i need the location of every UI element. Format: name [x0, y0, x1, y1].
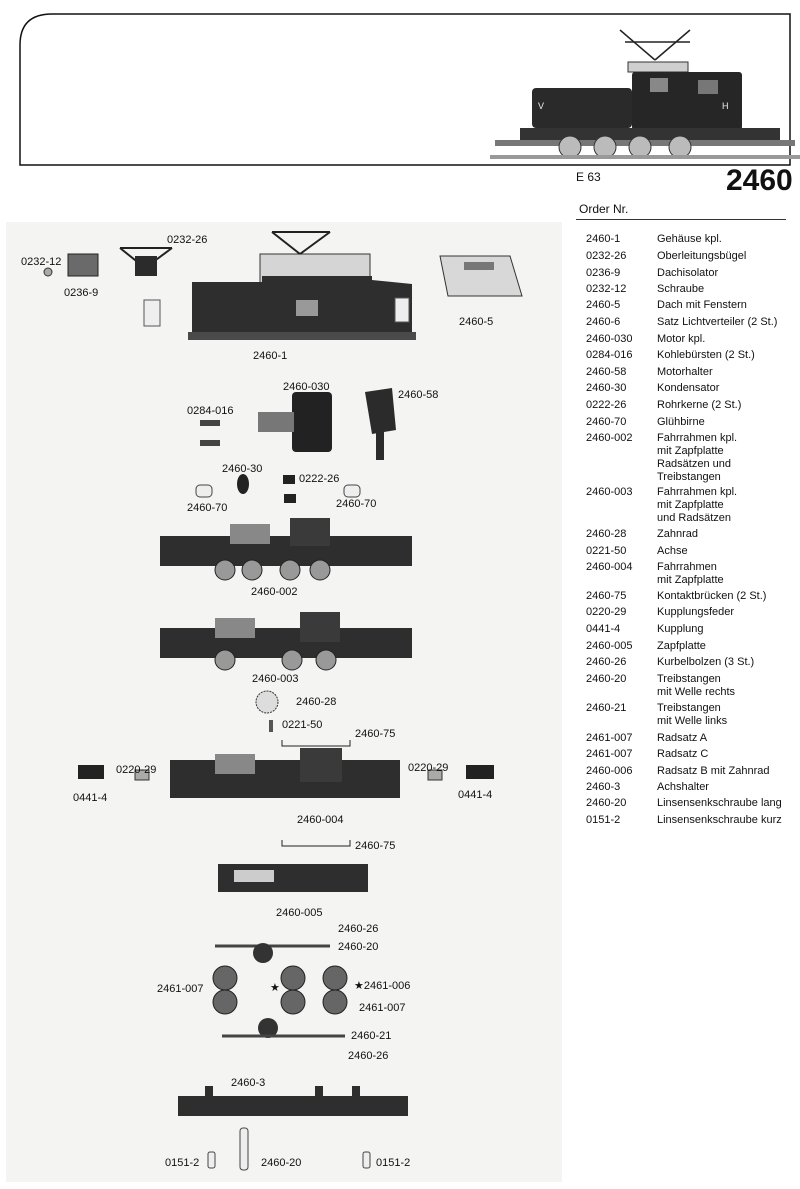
diagram-label: 0221-50 [282, 719, 323, 731]
diagram-label: 0284-016 [187, 405, 234, 417]
diagram-label: 0441-4 [458, 789, 493, 801]
frame-003-part [160, 612, 412, 670]
diagram-label: 2460-20 [338, 941, 379, 953]
diagram-label: 2460-3 [231, 1077, 266, 1089]
diagram-label: 2460-70 [187, 502, 228, 514]
diagram-label: 2461-007 [359, 1002, 406, 1014]
order-heading: Order Nr. [579, 202, 629, 216]
diagram-label: 0232-12 [21, 256, 62, 268]
diagram-label: 2460-20 [261, 1157, 302, 1169]
diagram-label: 2460-003 [252, 673, 299, 685]
diagram-label: 2460-75 [355, 728, 396, 740]
frame-002-part [160, 518, 412, 580]
diagram-label: 0151-2 [165, 1157, 200, 1169]
diagram-label: 2460-30 [222, 463, 263, 475]
diagram-label: 0441-4 [73, 792, 108, 804]
diagram-label: 2460-58 [398, 389, 439, 401]
loco-letter-h: H [722, 101, 729, 111]
brush-part [200, 420, 220, 426]
diagram-label: 2460-26 [348, 1050, 389, 1062]
motor-holder-part [365, 388, 396, 460]
diagram-label: 2460-030 [283, 381, 330, 393]
bulb-part [344, 485, 360, 497]
loco-letter-v: V [538, 101, 545, 111]
motor-part [258, 392, 332, 452]
diagram-label: 2460-75 [355, 840, 396, 852]
frame-004-part [170, 748, 400, 798]
light-guide-part [395, 298, 409, 322]
brush-part [200, 440, 220, 446]
bulb-part [196, 485, 212, 497]
pivot-plate-part [218, 864, 368, 892]
tube-core-part [284, 494, 296, 503]
exploded-view-drawing [0, 220, 560, 1189]
axle-part [269, 720, 273, 732]
diagram-label: 2460-70 [336, 498, 377, 510]
tube-core-part [283, 475, 295, 484]
header-frame [0, 0, 800, 170]
diagram-label: 2460-28 [296, 696, 337, 708]
diagram-label: 2460-004 [297, 814, 344, 826]
diagram-label: 2460-21 [351, 1030, 392, 1042]
diagram-label: 2461-007 [157, 983, 204, 995]
diagram-label: 2460-26 [338, 923, 379, 935]
diagram-label: 0220-29 [408, 762, 449, 774]
screw-short-part [363, 1152, 370, 1168]
diagram-label: 2460-5 [459, 316, 494, 328]
screw-part [44, 268, 52, 276]
contact-bridge-part [282, 840, 350, 846]
diagram-label: 0222-26 [299, 473, 340, 485]
diagram-label: ★2461-006 [354, 980, 411, 992]
diagram-label: 2460-1 [253, 350, 288, 362]
pantograph-part [120, 248, 172, 276]
roof-part [440, 256, 522, 296]
screw-long-part [240, 1128, 248, 1170]
model-name: E 63 [576, 170, 601, 184]
diagram-label: 0236-9 [64, 287, 99, 299]
diagram-label: 0232-26 [167, 234, 208, 246]
light-guide-part [144, 300, 160, 326]
screw-short-part [208, 1152, 215, 1168]
diagram-label: 2460-005 [276, 907, 323, 919]
gear-part [256, 691, 278, 713]
housing-part [188, 232, 416, 340]
diagram-label: ★ [270, 982, 280, 994]
wheelset-part [213, 966, 347, 1014]
order-heading-rule [576, 219, 786, 220]
axle-holder-part [178, 1086, 408, 1116]
model-number: 2460 [726, 164, 793, 197]
diagram-label: 0220-29 [116, 764, 157, 776]
diagram-label: 0151-2 [376, 1157, 411, 1169]
shaft-part [253, 943, 273, 963]
roof-insulator-part [68, 254, 98, 276]
locomotive-photo [490, 30, 800, 159]
contact-bridge-part [282, 740, 350, 746]
capacitor-part [237, 474, 249, 494]
diagram-label: 2460-002 [251, 586, 298, 598]
